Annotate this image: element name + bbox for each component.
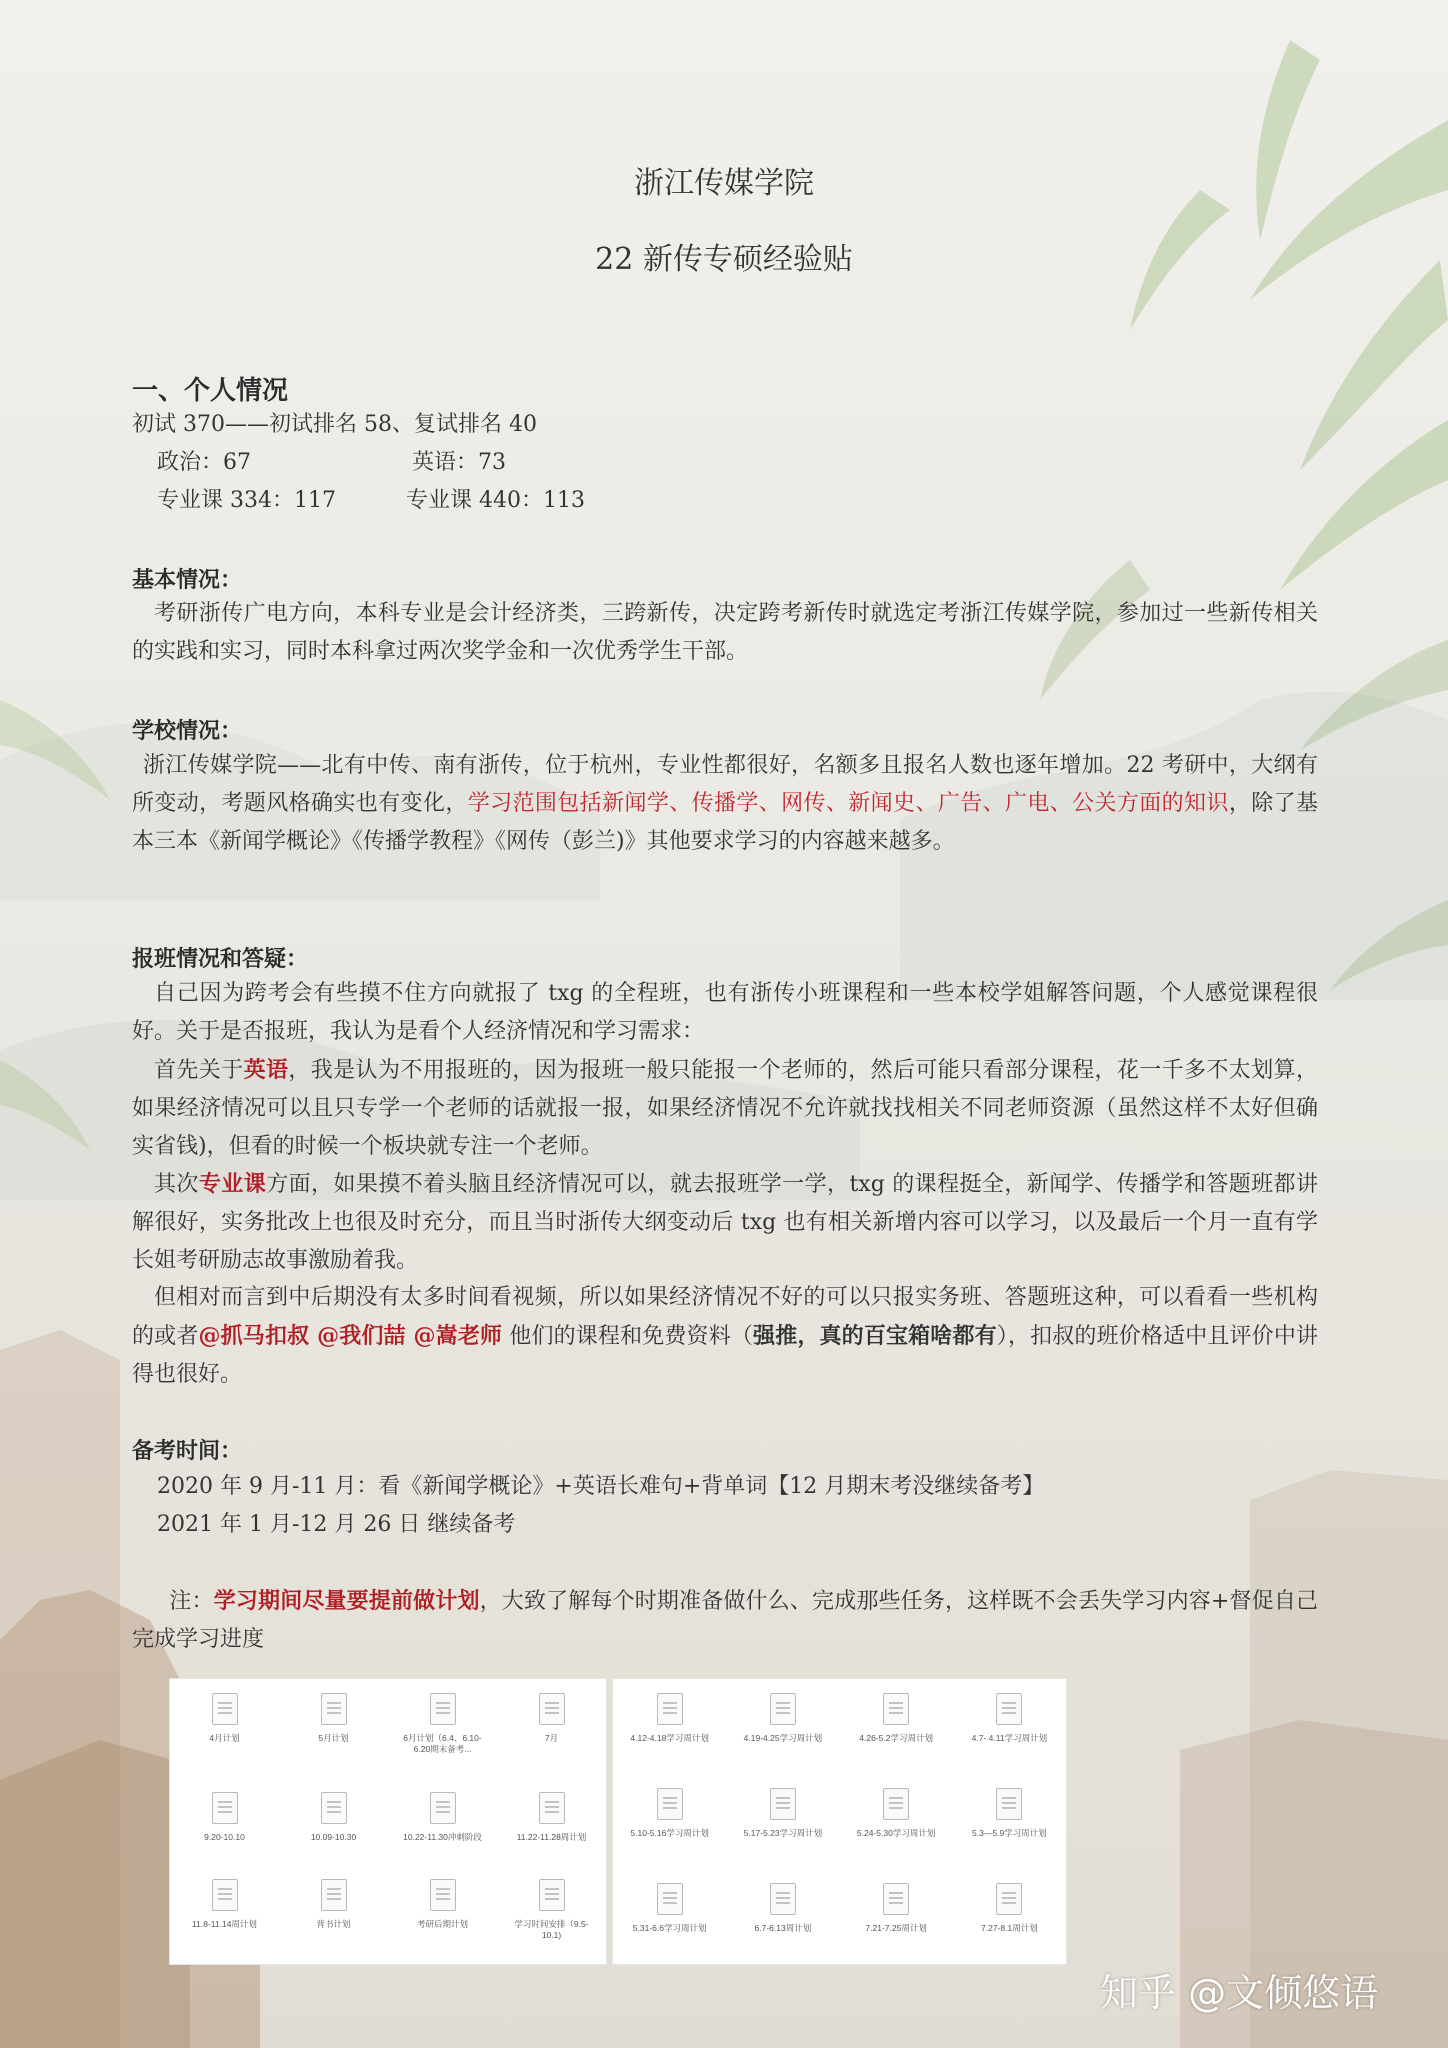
document-file-icon bbox=[321, 1792, 347, 1824]
classes-paragraph-3 bbox=[132, 1165, 1318, 1280]
school-paragraph bbox=[132, 747, 1318, 861]
document-file-icon bbox=[212, 1693, 238, 1725]
file-label: 5月计划 bbox=[318, 1733, 349, 1743]
file-item[interactable] bbox=[840, 1774, 953, 1869]
document-file-icon bbox=[996, 1883, 1022, 1915]
file-item[interactable] bbox=[497, 1778, 606, 1866]
file-label: 11.8-11.14周计划 bbox=[192, 1919, 257, 1930]
document-file-icon bbox=[539, 1693, 565, 1725]
file-label: 9.20-10.10 bbox=[204, 1831, 245, 1842]
school-highlight: 学习范围包括新闻学、传播学、网传、新闻史、广告、广电、公关方面的知识 bbox=[467, 791, 1229, 816]
file-item[interactable] bbox=[953, 1774, 1066, 1869]
file-label: 背书计划 bbox=[316, 1919, 351, 1930]
file-item[interactable] bbox=[170, 1865, 279, 1964]
file-label: 考研后期计划 bbox=[416, 1919, 468, 1930]
file-item[interactable] bbox=[170, 1679, 279, 1778]
document-file-icon bbox=[539, 1792, 565, 1824]
document-file-icon bbox=[321, 1693, 347, 1725]
document-file-icon bbox=[430, 1792, 456, 1824]
document-file-icon bbox=[657, 1883, 683, 1915]
note-label: 注： bbox=[169, 1589, 214, 1614]
classes-paragraph-2 bbox=[132, 1051, 1318, 1166]
heading-school: 学校情况： bbox=[132, 718, 243, 744]
major-text-a: 其次 bbox=[154, 1172, 199, 1197]
file-label: 5.3—5.9学习周计划 bbox=[972, 1828, 1047, 1838]
major334-score: 专业课 334：117 bbox=[157, 488, 336, 513]
file-label: 10.09-10.30 bbox=[310, 1831, 357, 1842]
document-file-icon bbox=[321, 1879, 347, 1911]
document-file-icon bbox=[996, 1788, 1022, 1820]
document-file-icon bbox=[883, 1693, 909, 1725]
heading-basic: 基本情况： bbox=[132, 567, 243, 593]
note-text: ，大致了解每个时期准备做什么、完成那些任务，这样既不会丢失学习内容+督促自己完成学习进度 bbox=[132, 1589, 1318, 1652]
file-label: 10.22-11.30冲刺阶段 bbox=[403, 1831, 482, 1842]
page-subtitle: 22 新传专硕经验贴 bbox=[595, 242, 853, 277]
file-label: 7月 bbox=[544, 1733, 559, 1743]
document-file-icon bbox=[883, 1883, 909, 1915]
strong-recommend: 强推，真的百宝箱啥都有 bbox=[753, 1323, 997, 1349]
file-item[interactable] bbox=[170, 1778, 279, 1866]
classes-paragraph-4 bbox=[132, 1279, 1318, 1394]
document-file-icon bbox=[770, 1693, 796, 1725]
file-panel-monthly-plans bbox=[169, 1678, 607, 1965]
file-item[interactable] bbox=[726, 1774, 839, 1869]
prep-line-2: 2021 年 1 月-12 月 26 日 继续备考 bbox=[157, 1512, 516, 1537]
note-paragraph bbox=[132, 1582, 1318, 1659]
file-label: 学习时间安排（9.5-10.1) bbox=[514, 1919, 589, 1941]
later-text-c: ），扣叔的班价格适中且评价中讲得也很好。 bbox=[132, 1324, 1318, 1387]
file-item[interactable] bbox=[726, 1679, 839, 1774]
file-item[interactable] bbox=[279, 1865, 388, 1964]
file-item[interactable] bbox=[840, 1869, 953, 1964]
section-heading-personal: 一、个人情况 bbox=[132, 376, 289, 406]
file-item[interactable] bbox=[279, 1679, 388, 1778]
politics-score: 政治：67 bbox=[157, 450, 251, 475]
document-file-icon bbox=[539, 1879, 565, 1911]
later-text-a: 但相对而言到中后期没有太多时间看视频，所以如果经济情况不好的可以只报实务班、答题班这种，可以看看一些机构的或者 bbox=[132, 1285, 1318, 1349]
document-file-icon bbox=[430, 1879, 456, 1911]
english-score: 英语：73 bbox=[412, 450, 506, 475]
file-label: 4.7- 4.11学习周计划 bbox=[971, 1733, 1048, 1743]
file-item[interactable] bbox=[613, 1869, 726, 1964]
school-text-a: 浙江传媒学院——北有中传、南有浙传，位于杭州，专业性都很好，名额多且报名人数也逐年增加。22 考研中，大纲有所变动，考题风格确实也有变化， bbox=[132, 753, 1318, 816]
file-item[interactable] bbox=[840, 1679, 953, 1774]
file-item[interactable] bbox=[388, 1865, 497, 1964]
file-label: 5.17-5.23学习周计划 bbox=[743, 1828, 823, 1838]
file-item[interactable] bbox=[388, 1679, 497, 1778]
file-label: 6.7-6.13周计划 bbox=[754, 1923, 812, 1933]
file-label: 6月计划（6.4、6.10-6.20期末备考... bbox=[403, 1733, 482, 1754]
file-item[interactable] bbox=[613, 1679, 726, 1774]
file-label: 7.21-7.25周计划 bbox=[865, 1923, 927, 1933]
file-item[interactable] bbox=[497, 1679, 606, 1778]
file-label: 5.31-6.6学习周计划 bbox=[632, 1923, 707, 1933]
english-text-a: 首先关于 bbox=[154, 1058, 244, 1083]
file-panel-weekly-plans bbox=[612, 1678, 1067, 1965]
basic-paragraph: 考研浙传广电方向，本科专业是会计经济类，三跨新传，决定跨考新传时就选定考浙江传媒学院，参加过一些新传相关的实践和实习，同时本科拿过两次奖学金和一次优秀学生干部。 bbox=[132, 601, 1318, 664]
document-file-icon bbox=[212, 1792, 238, 1824]
document-file-icon bbox=[770, 1883, 796, 1915]
file-label: 5.10-5.16学习周计划 bbox=[630, 1828, 709, 1838]
major440-score: 专业课 440：113 bbox=[406, 488, 585, 513]
major-highlight: 专业课 bbox=[198, 1171, 267, 1197]
document-file-icon bbox=[657, 1788, 683, 1820]
file-label: 5.24-5.30学习周计划 bbox=[856, 1828, 936, 1838]
english-text-b: ，我是认为不用报班的，因为报班一般只能报一个老师的，然后可能只看部分课程，花一千多不太划算，如果经济情况可以且只专学一个老师的话就报一报，如果经济情况不允许就找找相关不同老师资源（虽然这样不太好但确实省钱)，但看的时候一个板块就专注一个老师。 bbox=[132, 1058, 1318, 1159]
file-label: 4.19-4.25学习周计划 bbox=[743, 1733, 823, 1743]
file-label: 11.22-11.28周计划 bbox=[516, 1831, 587, 1842]
later-text-b: 他们的课程和免费资料（ bbox=[502, 1324, 754, 1349]
file-item[interactable] bbox=[953, 1679, 1066, 1774]
file-item[interactable] bbox=[279, 1778, 388, 1866]
file-item[interactable] bbox=[953, 1869, 1066, 1964]
file-item[interactable] bbox=[613, 1774, 726, 1869]
document-file-icon bbox=[996, 1693, 1022, 1725]
note-highlight: 学习期间尽量要提前做计划 bbox=[213, 1588, 480, 1614]
zhihu-watermark: 知乎 @文倾悠语 bbox=[1100, 1971, 1379, 2015]
major-text-b: 方面，如果摸不着头脑且经济情况可以，就去报班学一学，txg 的课程挺全，新闻学、传播学和答题班都讲解很好，实务批改上也很及时充分，而且当时浙传大纲变动后 txg 也有相关新增内容可以学习，以及最后一个月一直有学长姐考研励志故事激励着我。 bbox=[132, 1172, 1318, 1273]
heading-prep-time: 备考时间： bbox=[132, 1438, 243, 1464]
page-title: 浙江传媒学院 bbox=[634, 166, 814, 201]
file-label: 4.12-4.18学习周计划 bbox=[630, 1733, 709, 1743]
document-file-icon bbox=[770, 1788, 796, 1820]
file-item[interactable] bbox=[497, 1865, 606, 1964]
heading-classes: 报班情况和答疑： bbox=[132, 946, 309, 972]
document-file-icon bbox=[212, 1879, 238, 1911]
english-highlight: 英语 bbox=[243, 1057, 289, 1083]
file-item[interactable] bbox=[388, 1778, 497, 1866]
document-file-icon bbox=[883, 1788, 909, 1820]
file-label: 4月计划 bbox=[209, 1733, 240, 1743]
prep-line-1: 2020 年 9 月-11 月：看《新闻学概论》+英语长难句+背单词【12 月期末考没继续备考】 bbox=[157, 1474, 1045, 1499]
document-file-icon bbox=[430, 1693, 456, 1725]
document-file-icon bbox=[657, 1693, 683, 1725]
file-label: 4.26-5.2学习周计划 bbox=[859, 1733, 933, 1743]
school-text-b: ，除了基本三本《新闻学概论》《传播学教程》《网传（彭兰)》其他要求学习的内容越来越多。 bbox=[132, 791, 1318, 854]
file-item[interactable] bbox=[726, 1869, 839, 1964]
classes-paragraph-1: 自己因为跨考会有些摸不住方向就报了 txg 的全程班，也有浙传小班课程和一些本校学姐解答问题，个人感觉课程很好。关于是否报班，我认为是看个人经济情况和学习需求： bbox=[132, 981, 1318, 1044]
score-line: 初试 370——初试排名 58、复试排名 40 bbox=[132, 412, 537, 437]
file-label: 7.27-8.1周计划 bbox=[981, 1923, 1038, 1933]
teacher-mentions: @抓马扣叔 @我们喆 @嵩老师 bbox=[198, 1323, 503, 1349]
